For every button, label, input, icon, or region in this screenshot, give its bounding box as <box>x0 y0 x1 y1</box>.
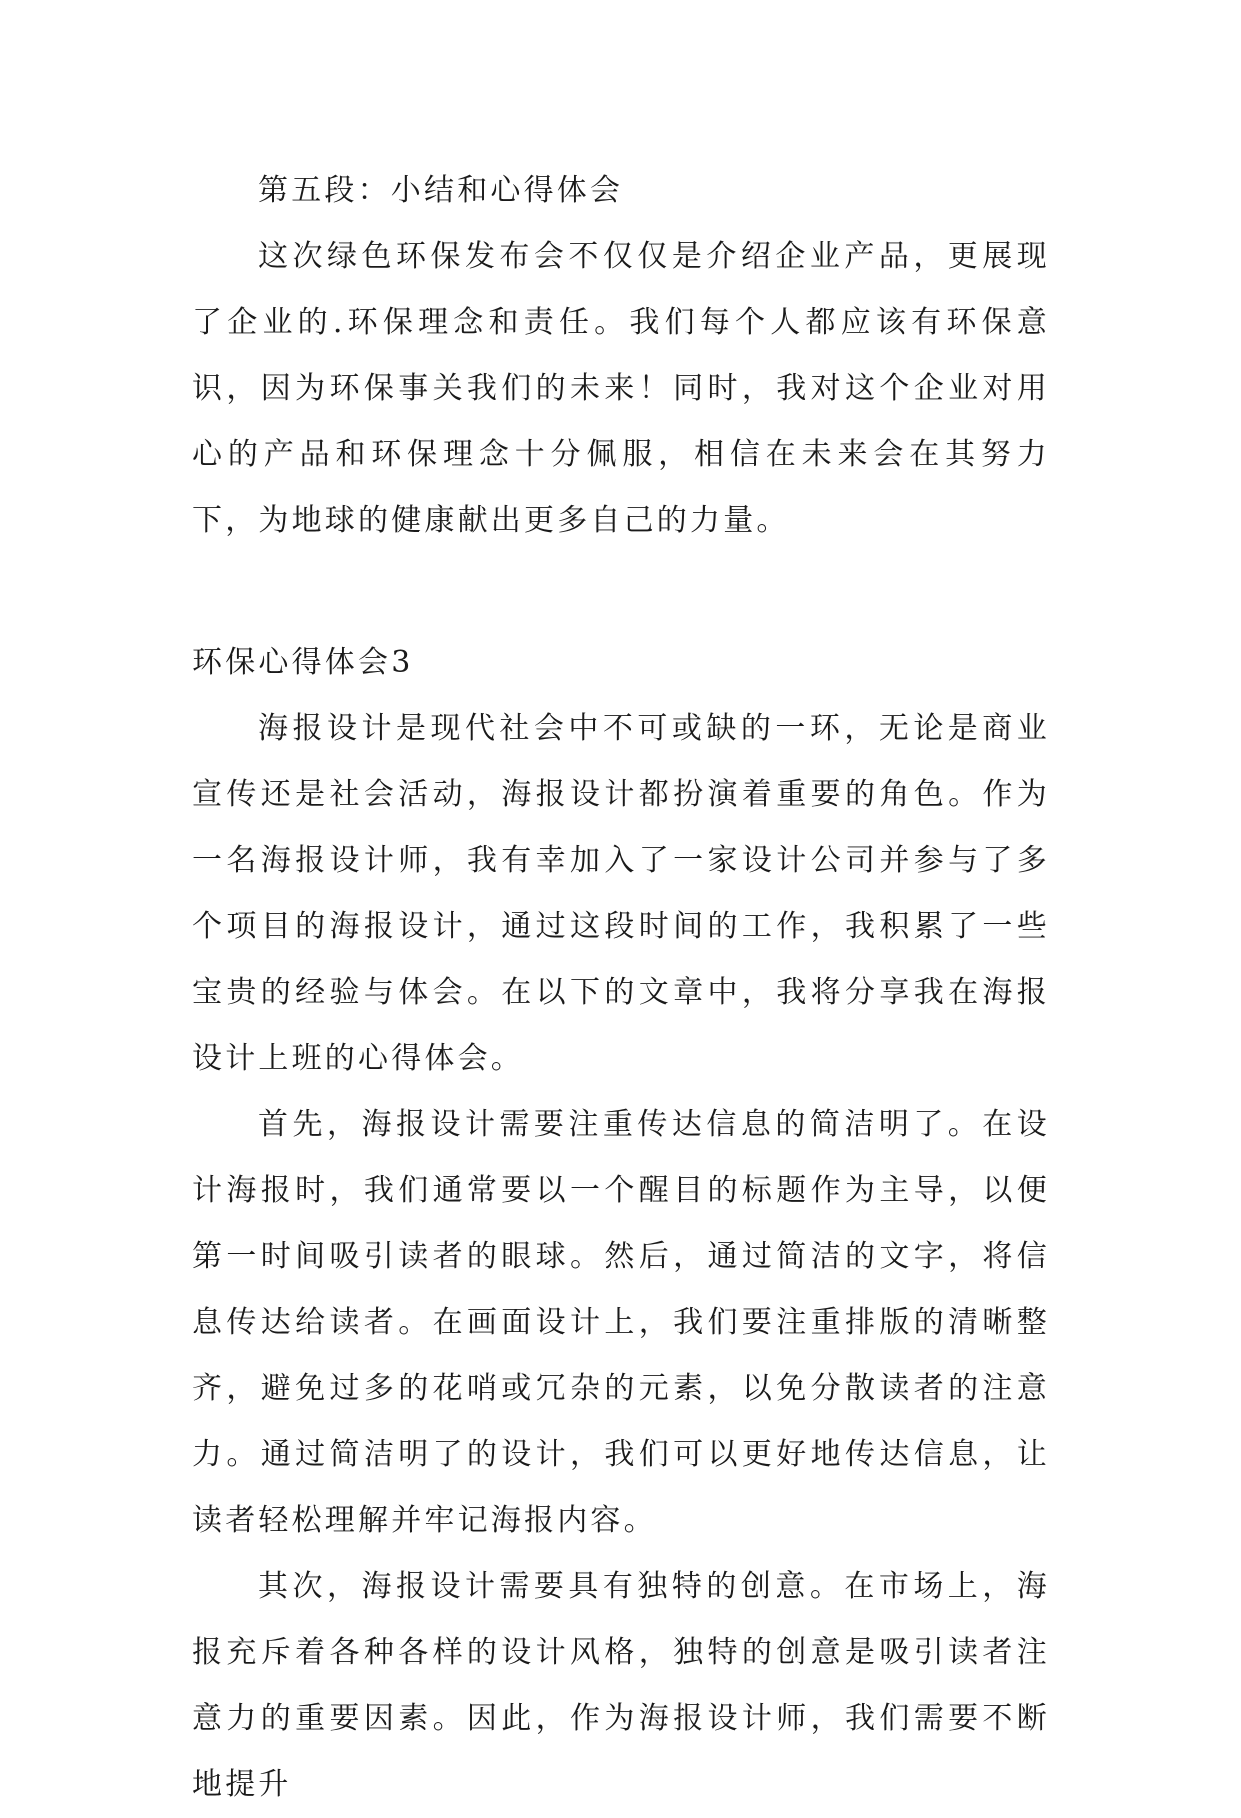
section-heading: 第五段：小结和心得体会 <box>258 173 624 208</box>
article-title: 环保心得体会3 <box>192 645 414 680</box>
document-body <box>192 158 1050 1818</box>
paragraph: 首先，海报设计需要注重传达信息的简洁明了。在设计海报时，我们通常要以一个醒目的标题作为主导，以便第一时间吸引读者的眼球。然后，通过简洁的文字，将信息传达给读者。在画面设计上，我们要注重排版的清晰整齐，避免过多的花哨或冗杂的元素，以免分散读者的注意力。通过简洁明了的设计，我们可以更好地传达信息，让读者轻松理解并牢记海报内容。 <box>192 1107 1050 1538</box>
paragraph: 这次绿色环保发布会不仅仅是介绍企业产品，更展现了企业的.环保理念和责任。我们每个人都应该有环保意识，因为环保事关我们的未来！同时，我对这个企业对用心的产品和环保理念十分佩服，相信在未来会在其努力下，为地球的健康献出更多自己的力量。 <box>192 239 1050 538</box>
paragraph: 海报设计是现代社会中不可或缺的一环，无论是商业宣传还是社会活动，海报设计都扮演着重要的角色。作为一名海报设计师，我有幸加入了一家设计公司并参与了多个项目的海报设计，通过这段时间的工作，我积累了一些宝贵的经验与体会。在以下的文章中，我将分享我在海报设计上班的心得体会。 <box>192 711 1050 1076</box>
paragraph: 其次，海报设计需要具有独特的创意。在市场上，海报充斥着各种各样的设计风格，独特的创意是吸引读者注意力的重要因素。因此，作为海报设计师，我们需要不断地提升 <box>192 1569 1050 1802</box>
